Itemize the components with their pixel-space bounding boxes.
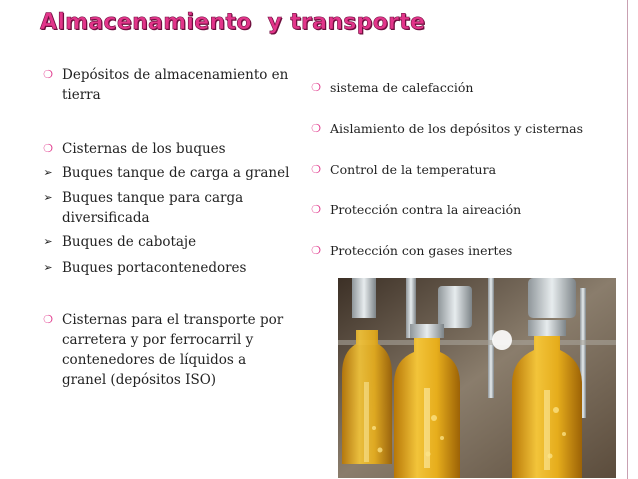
circle-bullet-icon: ❍ xyxy=(311,203,321,216)
bullet-line: Cisternas de los buques xyxy=(62,141,226,157)
bullet-line: Buques tanque para carga xyxy=(62,190,244,206)
circle-bullet-icon: ❍ xyxy=(43,142,53,155)
circle-bullet-icon: ❍ xyxy=(311,122,321,135)
bullet-line: diversificada xyxy=(62,210,150,226)
bullet-line: Control de la temperatura xyxy=(330,162,497,177)
circle-bullet-icon: ❍ xyxy=(311,81,321,94)
circle-bullet-icon: ❍ xyxy=(43,313,53,326)
bullet-line: Depósitos de almacenamiento en xyxy=(62,67,289,83)
bullet-line: granel (depósitos ISO) xyxy=(62,372,217,388)
bullet-line: Buques de cabotaje xyxy=(62,234,197,250)
arrow-bullet-icon: ➢ xyxy=(43,166,53,179)
arrow-bullet-icon: ➢ xyxy=(43,261,53,274)
bullet-line: Buques tanque de carga a granel xyxy=(62,165,290,181)
bullet-line: Protección con gases inertes xyxy=(330,243,513,258)
bullet-line: Aislamiento de los depósitos y cisternas xyxy=(330,121,584,136)
arrow-bullet-icon: ➢ xyxy=(43,191,53,204)
circle-bullet-icon: ❍ xyxy=(311,244,321,257)
oil-filling-bottles-photo xyxy=(338,278,616,478)
circle-bullet-icon: ❍ xyxy=(43,68,53,81)
slide-edge-rule xyxy=(627,0,628,479)
bullet-line: tierra xyxy=(62,87,101,103)
bullet-line: Buques portacontenedores xyxy=(62,260,247,276)
bullet-line: carretera y por ferrocarril y xyxy=(62,332,254,348)
bullet-line: Protección contra la aireación xyxy=(330,202,522,217)
circle-bullet-icon: ❍ xyxy=(311,163,321,176)
bullet-line: contenedores de líquidos a xyxy=(62,352,247,368)
arrow-bullet-icon: ➢ xyxy=(43,235,53,248)
slide-title: Almacenamiento y transporte xyxy=(40,10,426,35)
bullet-line: sistema de calefacción xyxy=(330,80,474,95)
bullet-line: Cisternas para el transporte por xyxy=(62,312,284,328)
